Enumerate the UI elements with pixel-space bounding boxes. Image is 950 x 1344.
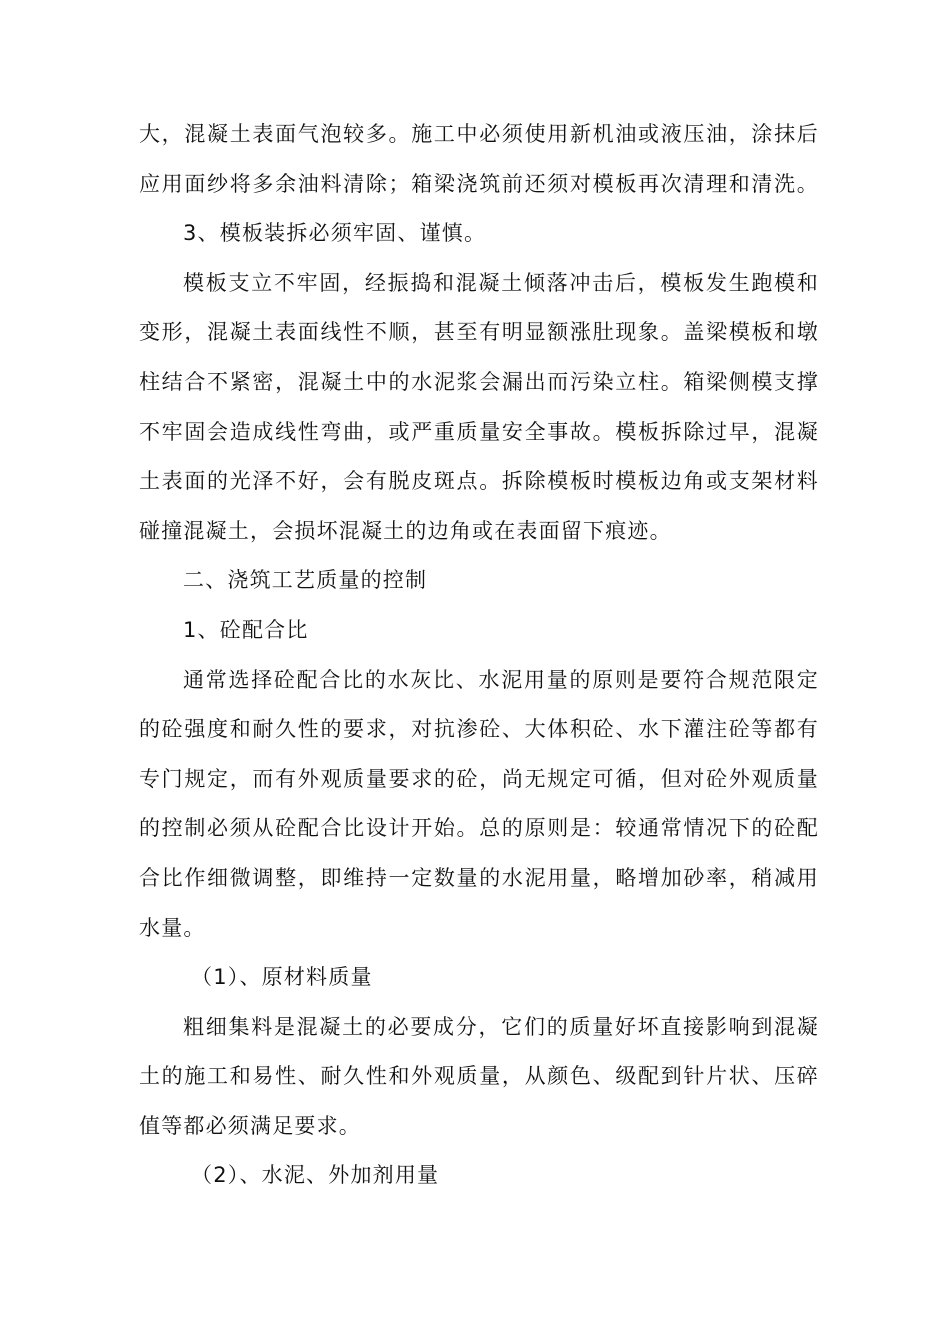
section-heading: 3、模板装拆必须牢固、谨慎。 bbox=[183, 221, 487, 246]
paragraph-line: 大，混凝土表面气泡较多。施工中必须使用新机油或液压油，涂抹后 bbox=[139, 122, 819, 146]
paragraph-line: 土表面的光泽不好，会有脱皮斑点。拆除模板时模板边角或支架材料 bbox=[139, 469, 819, 494]
document-body bbox=[139, 110, 819, 1201]
paragraph-line: 粗细集料是混凝土的必要成分，它们的质量好坏直接影响到混凝 bbox=[183, 1014, 819, 1039]
paragraph-line: 模板支立不牢固，经振捣和混凝土倾落冲击后，模板发生跑模和 bbox=[183, 270, 819, 295]
paragraph-line: 专门规定，而有外观质量要求的砼，尚无规定可循，但对砼外观质量 bbox=[139, 766, 819, 791]
paragraph-line: 不牢固会造成线性弯曲，或严重质量安全事故。模板拆除过早，混凝 bbox=[139, 419, 819, 444]
paragraph-line: 变形，混凝土表面线性不顺，甚至有明显额涨肚现象。盖梁模板和墩 bbox=[139, 320, 819, 345]
paragraph-line: 碰撞混凝土，会损坏混凝土的边角或在表面留下痕迹。 bbox=[139, 518, 672, 543]
paragraph-line: 柱结合不紧密，混凝土中的水泥浆会漏出而污染立柱。箱梁侧模支撑 bbox=[139, 369, 819, 394]
paragraph-line: 值等都必须满足要求。 bbox=[139, 1113, 361, 1138]
paragraph-line: 通常选择砼配合比的水灰比、水泥用量的原则是要符合规范限定 bbox=[183, 667, 819, 692]
subsection-heading: （1）、原材料质量 bbox=[191, 965, 373, 990]
paragraph-line: 应用面纱将多余油料清除；箱梁浇筑前还须对模板再次清理和清洗。 bbox=[139, 171, 819, 196]
paragraph-line: 土的施工和易性、耐久性和外观质量，从颜色、级配到针片状、压碎 bbox=[139, 1064, 819, 1089]
paragraph-line: 的控制必须从砼配合比设计开始。总的原则是：较通常情况下的砼配 bbox=[139, 816, 819, 841]
subsection-heading: （2）、水泥、外加剂用量 bbox=[191, 1163, 440, 1188]
paragraph-line: 合比作细微调整，即维持一定数量的水泥用量，略增加砂率，稍减用 bbox=[139, 865, 819, 890]
paragraph-line: 的砼强度和耐久性的要求，对抗渗砼、大体积砼、水下灌注砼等都有 bbox=[139, 717, 819, 742]
section-heading: 二、浇筑工艺质量的控制 bbox=[183, 568, 428, 593]
paragraph-line: 水量。 bbox=[139, 915, 206, 940]
subsection-heading: 1、砼配合比 bbox=[183, 617, 309, 642]
